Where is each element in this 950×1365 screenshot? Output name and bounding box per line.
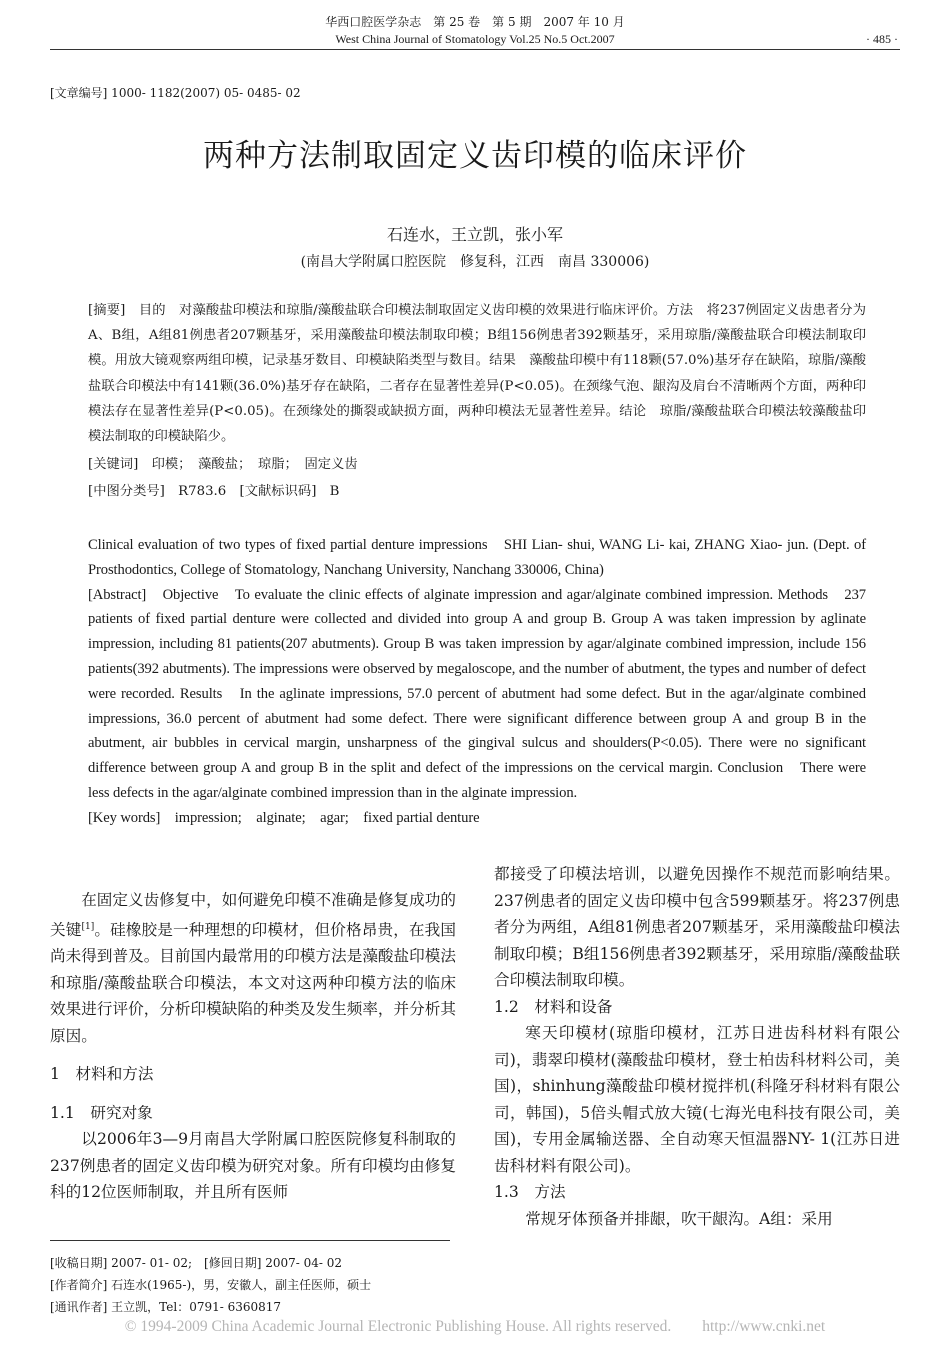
paragraph-1-1-cont: 都接受了印模法培训，以避免因操作不规范而影响结果。237例患者的固定义齿印模中包含599颗基牙。将237例患者分为两组，A组81例患者207颗基牙，采用藻酸盐印模法制取印模；B组156例患者392颗基牙，采用琼脂/藻酸盐联合印模法制取印模。 xyxy=(494,865,900,989)
section-heading-1-1: 1.1 研究对象 xyxy=(50,1103,153,1122)
author-list: 石连水，王立凯，张小军 xyxy=(386,225,563,244)
header-rule xyxy=(50,49,900,50)
body-right-column xyxy=(494,861,900,1232)
intro-paragraph: 在固定义齿修复中，如何避免印模不准确是修复成功的关键[1]。硅橡胶是一种理想的印模材，但价格昂贵，在我国尚未得到普及。目前国内最常用的印模方法是藻酸盐印模法和琼脂/藻酸盐联合印模法，本文对这两种印模方法的临床效果进行评价，分析印模缺陷的种类及发生频率，并分析其原因。 xyxy=(50,891,456,1045)
footnote-author-intro: [作者简介] 石连水(1965-)，男，安徽人，副主任医师，硕士 xyxy=(50,1278,372,1292)
citation-ref: [1] xyxy=(81,921,95,932)
article-number: [文章编号] 1000- 1182(2007) 05- 0485- 02 xyxy=(50,86,301,100)
en-abstract-text: [Abstract] Objective To evaluate the clinic effects of alginate impression and agar/alginate combined impression. Methods 237 patients of fixed partial denture were collected and divided into group A and group B. Group A was taken impression by aglinate impression, including 81 patients(207 abutments). Group B was taken impression by agar/alginate combined impression, include 156 patients(392 abutments). The impressions were observed by megaloscope, and the number of abutment, the types and number of defect were recorded. Results In the aglinate impressions, 57.0 percent of abutment had some defect. But in the agar/alginate combined impressions, 36.0 percent of abutment had some defect. There were significant difference between group A and group B in the abutment, air bubbles in cervical margin, unsharpness of the gingival sulcus and shoulders(P<0.05). There were no significant difference between group A and group B in the split and defect of the impressions on the cervical margin. Conclusion There were less defects in the agar/alginate combined impression than in the alginate impression. xyxy=(88,586,866,801)
footnote-correspondence: [通讯作者] 王立凯，Tel：0791- 6360817 xyxy=(50,1300,282,1314)
copyright-watermark: © 1994-2009 China Academic Journal Electronic Publishing House. All rights reserved. http://www.cnki.net xyxy=(124,1318,826,1335)
footnote-rule xyxy=(50,1240,450,1241)
paragraph-1-3: 常规牙体预备并排龈，吹干龈沟。A组：采用 xyxy=(525,1209,833,1228)
en-abstract xyxy=(88,533,866,831)
en-citation: Clinical evaluation of two types of fixed partial denture impressions SHI Lian- shui, WANG Li- kai, ZHANG Xiao- jun. (Dept. of Prosthodontics, College of Stomatology, Nanchang University, Nanchang 330006, China) xyxy=(88,537,866,578)
paragraph-1-1: 以2006年3—9月南昌大学附属口腔医院修复科制取的237例患者的固定义齿印模为研究对象。所有印模均由修复科的12位医师制取，并且所有医师 xyxy=(50,1130,456,1202)
affiliation: (南昌大学附属口腔医院 修复科，江西 南昌 330006) xyxy=(300,254,650,270)
cn-abstract-text: [摘要] 目的 对藻酸盐印模法和琼脂/藻酸盐联合印模法制取固定义齿印模的效果进行临床评价。方法 将237例固定义齿患者分为A、B组，A组81例患者207颗基牙，采用藻酸盐印模法制取印模；B组156例患者392颗基牙，采用琼脂/藻酸盐联合印模法制取印模。用放大镜观察两组印模，记录基牙数目、印模缺陷类型与数目。结果 藻酸盐印模中有118颗(57.0%)基牙存在缺陷，琼脂/藻酸盐联合印模法中有141颗(36.0%)基牙存在缺陷，二者存在显著性差异(P<0.05)。在颈缘气泡、龈沟及肩台不清晰两个方面，两种印模法存在显著性差异(P<0.05)。在颈缘处的撕裂或缺损方面，两种印模法无显著性差异。结论 琼脂/藻酸盐联合印模法较藻酸盐印模法制取的印模缺陷少。 xyxy=(88,303,866,445)
journal-header-en: West China Journal of Stomatology Vol.25 No.5 Oct.2007 xyxy=(335,32,615,46)
page-number: · 485 · xyxy=(866,32,898,46)
paper-title: 两种方法制取固定义齿印模的临床评价 xyxy=(203,138,747,174)
section-heading-1-2: 1.2 材料和设备 xyxy=(494,997,613,1016)
section-heading-1-3: 1.3 方法 xyxy=(494,1183,566,1201)
cn-keywords: [关键词] 印模； 藻酸盐； 琼脂； 固定义齿 xyxy=(88,457,358,472)
en-keywords: [Key words] impression; alginate; agar; fixed partial denture xyxy=(88,809,480,826)
cn-classification: [中图分类号] R783.6 [文献标识码] B xyxy=(88,484,340,499)
footnote-received: [收稿日期] 2007- 01- 02; [修回日期] 2007- 04- 02 xyxy=(50,1256,343,1270)
body-left-column xyxy=(50,887,456,1206)
paragraph-1-2: 寒天印模材(琼脂印模材，江苏日进齿科材料有限公司)，翡翠印模材(藻酸盐印模材，登士柏齿科材料公司，美国)，shinhung藻酸盐印模材搅拌机(科隆牙科材料有限公司，韩国)，5倍头帽式放大镜(七海光电科技有限公司，美国)，专用金属输送器、全自动寒天恒温器NY- 1(江苏日进齿科材料有限公司)。 xyxy=(494,1024,900,1175)
cn-abstract xyxy=(88,298,866,449)
section-heading-1: 1 材料和方法 xyxy=(50,1065,154,1084)
journal-header-cn: 华西口腔医学杂志 第 25 卷 第 5 期 2007 年 10 月 xyxy=(325,15,625,29)
